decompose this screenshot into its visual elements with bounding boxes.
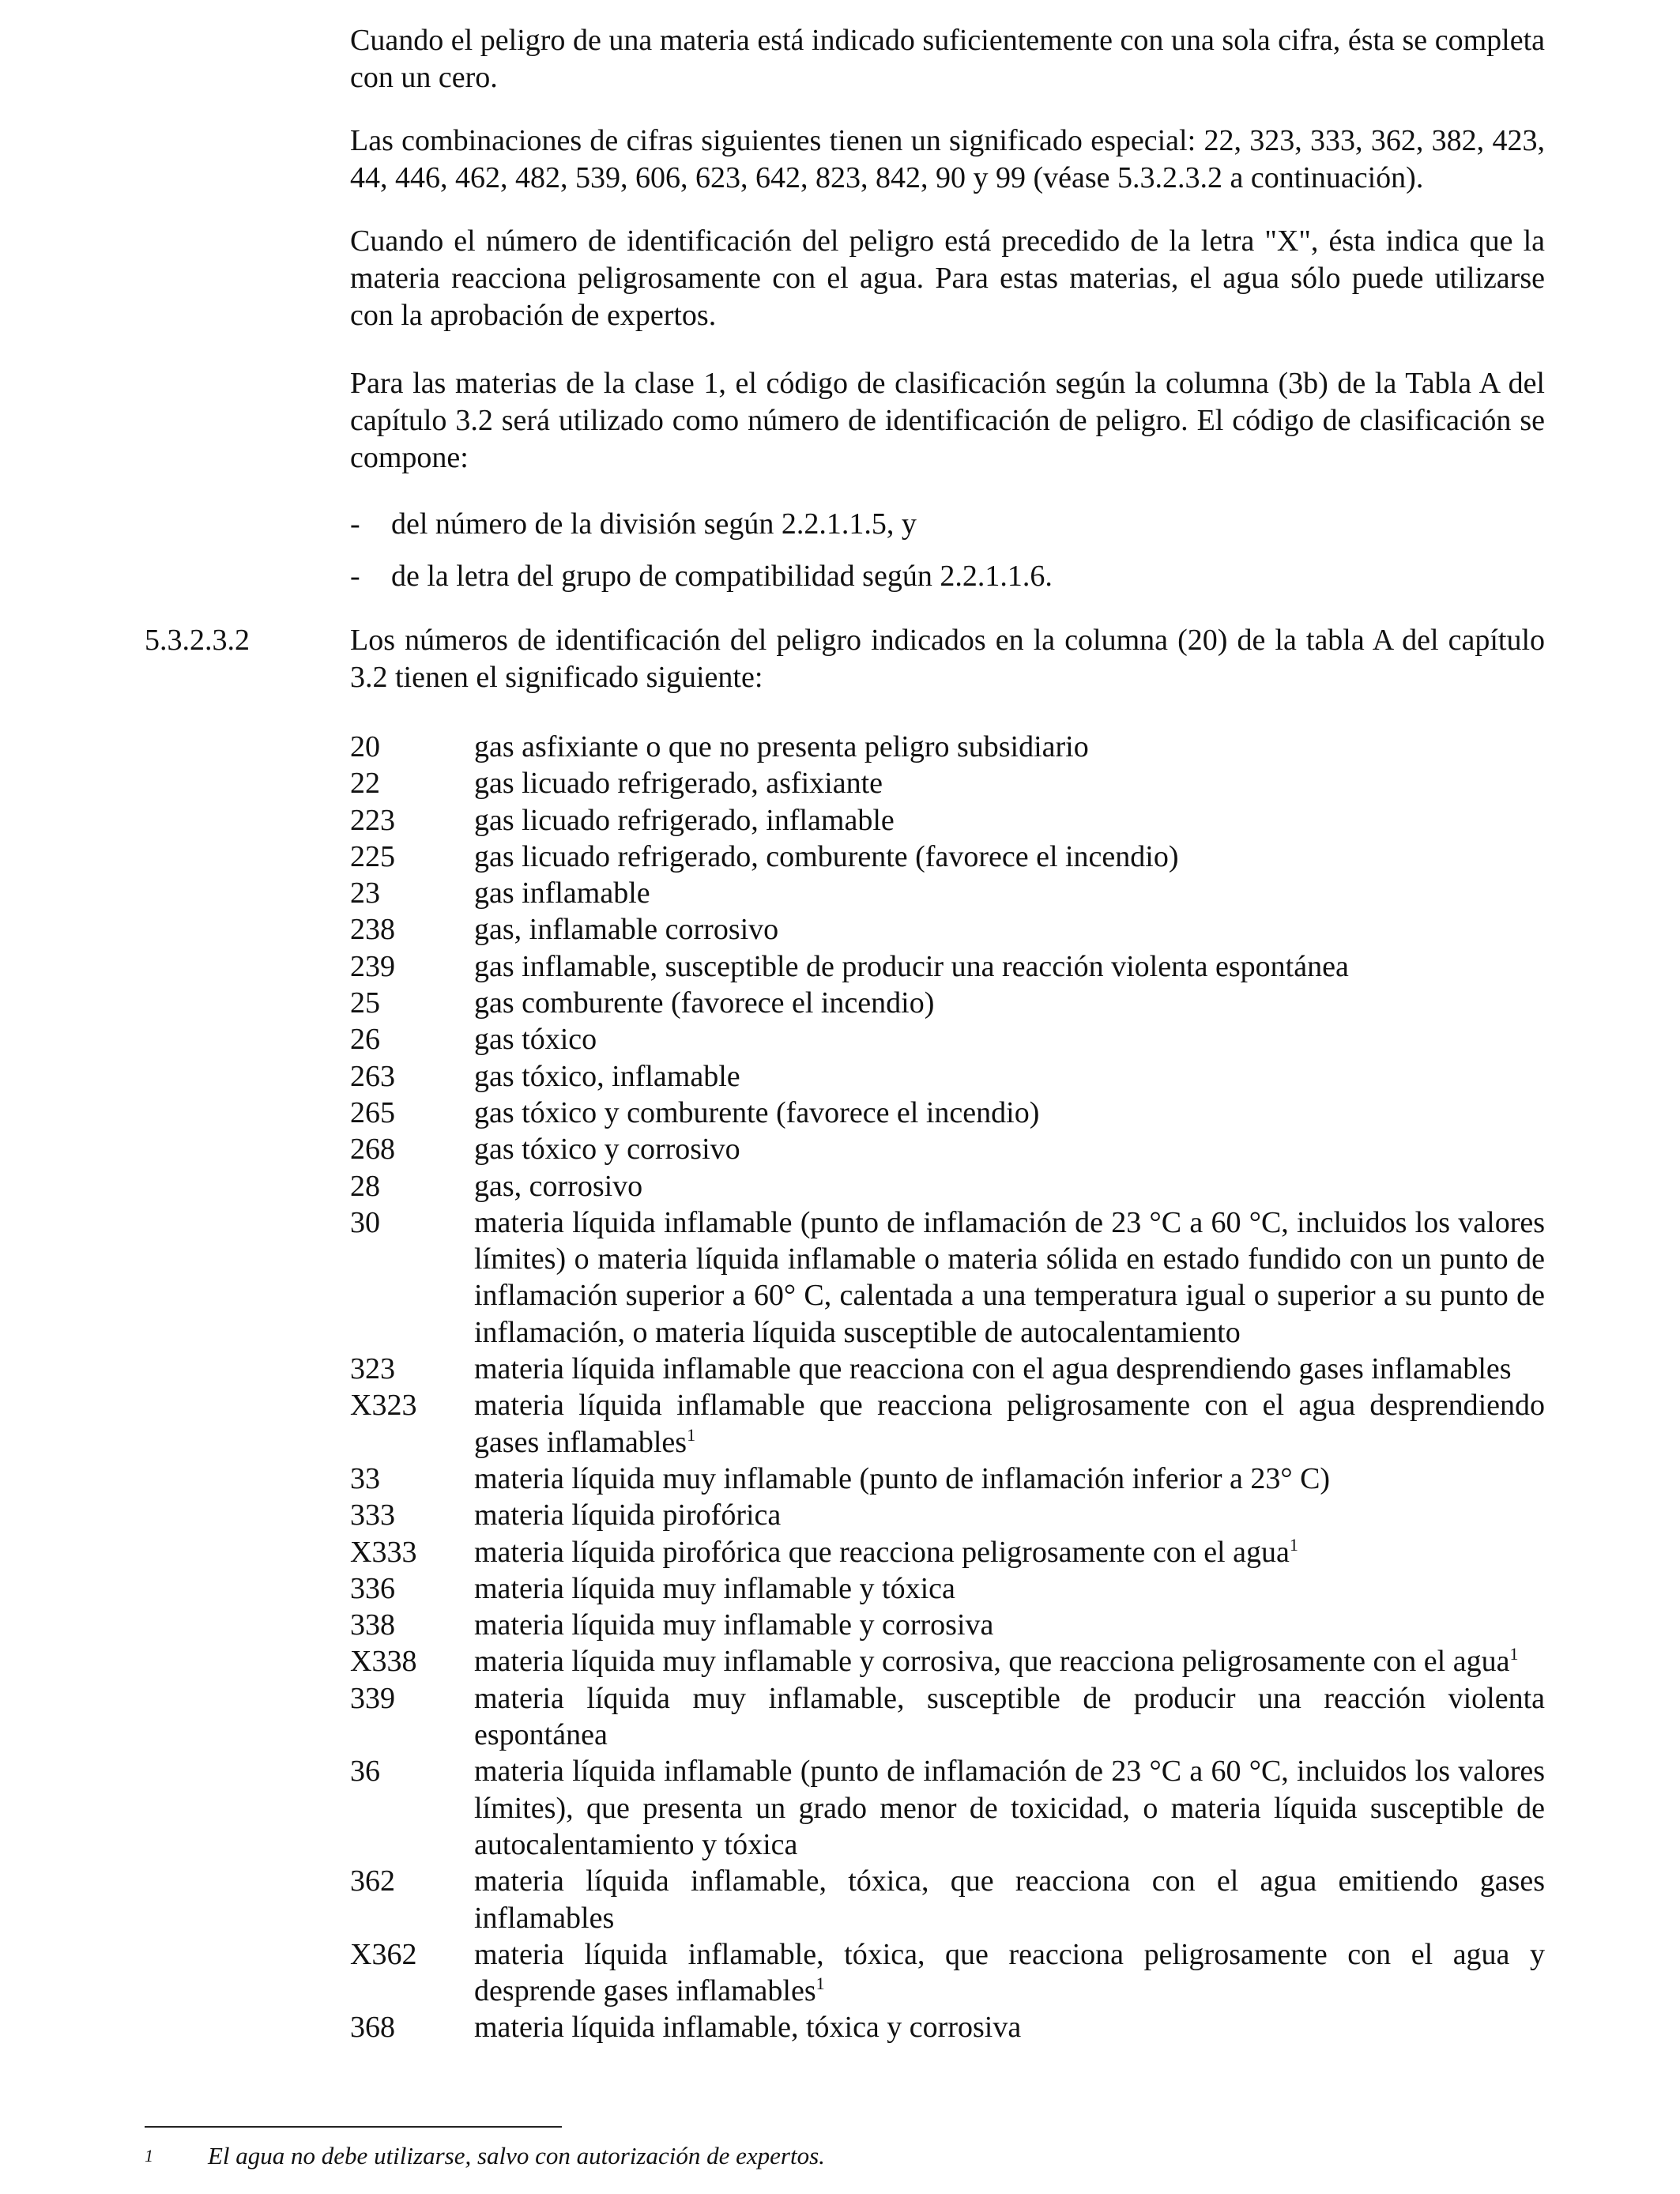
hazard-code: 30 [350,1205,380,1239]
hazard-code: 339 [350,1681,395,1715]
hazard-code-list [350,729,1545,2046]
hazard-description [474,2009,1545,2045]
hazard-description [474,1387,1545,1461]
section-number: 5.3.2.3.2 [145,624,250,657]
hazard-code-row [350,1058,1545,1095]
dash-bullet: - [350,507,360,541]
hazard-code: 25 [350,986,380,1020]
footnote-reference: 1 [1509,1644,1519,1664]
hazard-code-row [350,765,1545,801]
hazard-code: 263 [350,1059,395,1093]
hazard-code: 368 [350,2011,395,2045]
hazard-code: X333 [350,1535,417,1569]
hazard-description [474,1168,1545,1204]
hazard-description [474,1497,1545,1533]
paragraph-x-prefix: Cuando el número de identificación del peligro está precedido de la letra "X", ésta indica que la materia reacciona peligrosamente con el agua. Para estas materias, el agua sólo puede utilizarse con la aprobación de expertos. [350,224,1545,332]
hazard-description [474,911,1545,948]
hazard-description [474,1534,1545,1570]
hazard-description-text: gas asfixiante o que no presenta peligro subsidiario [474,730,1089,763]
hazard-description [474,1936,1545,2010]
hazard-code: 33 [350,1461,380,1495]
hazard-description [474,1680,1545,1754]
hazard-description-text: gas tóxico y corrosivo [474,1133,740,1167]
hazard-code: 22 [350,767,380,801]
hazard-description [474,1021,1545,1057]
hazard-description [474,1461,1545,1497]
hazard-description [474,1058,1545,1095]
hazard-description-text: materia líquida inflamable (punto de inflamación de 23 °C a 60 °C, incluidos los valores límites) o materia líquida inflamable o materia sólida en estado fundido con un punto de inflamación superior a 60° C, calentada a una temperatura igual o superior a su punto de inflamación, o materia líquida susceptible de autocalentamiento [474,1205,1545,1349]
hazard-code: 333 [350,1498,395,1532]
hazard-code: X362 [350,1937,417,1971]
hazard-code-row [350,911,1545,948]
hazard-description-text: gas, corrosivo [474,1169,643,1203]
hazard-description-text: materia líquida muy inflamable y corrosiva [474,1608,994,1642]
hazard-description-text: gas licuado refrigerado, comburente (favorece el incendio) [474,839,1179,873]
hazard-description-text: materia líquida inflamable, tóxica, que reacciona con el agua emitiendo gases inflamables [474,1864,1545,1935]
hazard-code: 20 [350,730,380,763]
hazard-description-text: materia líquida inflamable (punto de inflamación de 23 °C a 60 °C, incluidos los valores límites), que presenta un grado menor de toxicidad, o materia líquida susceptible de autocalentamiento y tóxica [474,1755,1545,1861]
list-item [350,506,917,543]
hazard-code-row [350,1680,1545,1754]
hazard-code-row [350,1534,1545,1570]
hazard-code: 26 [350,1023,380,1057]
list-item-text: del número de la división según 2.2.1.1.5, y [391,507,917,541]
hazard-description [474,1131,1545,1167]
hazard-code-row [350,948,1545,985]
hazard-code-row [350,1497,1545,1533]
hazard-code-row [350,729,1545,765]
hazard-code-row [350,839,1545,875]
hazard-description [474,1643,1545,1679]
hazard-description-text: gas comburente (favorece el incendio) [474,986,935,1020]
hazard-description [474,1351,1545,1387]
hazard-code-row [350,1351,1545,1387]
hazard-code-row [350,1204,1545,1351]
footnote [145,2140,825,2172]
paragraph-single-digit: Cuando el peligro de una materia está indicado suficientemente con una sola cifra, ésta se completa con un cero. [350,24,1545,94]
hazard-code-row [350,1607,1545,1643]
footnote-text: El agua no debe utilizarse, salvo con autorización de expertos. [208,2142,825,2169]
hazard-description-text: gas tóxico y comburente (favorece el incendio) [474,1095,1040,1129]
hazard-description-text: gas tóxico, inflamable [474,1059,740,1093]
hazard-description [474,802,1545,839]
hazard-description-text: materia líquida muy inflamable y tóxica [474,1571,955,1605]
hazard-description-text: materia líquida inflamable, tóxica, que reacciona peligrosamente con el agua y desprende gases inflamables [474,1937,1545,2008]
hazard-description [474,839,1545,875]
hazard-description [474,765,1545,801]
hazard-description [474,1753,1545,1863]
hazard-description [474,1607,1545,1643]
hazard-code-row [350,1095,1545,1131]
list-item-text: de la letra del grupo de compatibilidad según 2.2.1.1.6. [391,560,1053,593]
hazard-description [474,985,1545,1021]
hazard-code: 238 [350,913,395,947]
hazard-description [474,948,1545,985]
footnote-reference: 1 [687,1424,696,1445]
hazard-description-text: materia líquida muy inflamable, susceptible de producir una reacción violenta espontánea [474,1681,1545,1752]
hazard-code: 23 [350,876,380,910]
hazard-code-row [350,985,1545,1021]
hazard-code: 362 [350,1864,395,1898]
hazard-description-text: gas inflamable, susceptible de producir una reacción violenta espontánea [474,949,1349,983]
footnote-mark: 1 [145,2146,153,2166]
hazard-description-text: gas licuado refrigerado, inflamable [474,803,895,837]
hazard-code-row [350,1168,1545,1204]
hazard-code: X323 [350,1389,417,1423]
hazard-code: 265 [350,1095,395,1129]
dash-bullet: - [350,560,360,593]
hazard-code-row [350,1461,1545,1497]
footnote-reference: 1 [1289,1534,1298,1555]
hazard-description-text: materia líquida pirofórica que reacciona peligrosamente con el agua [474,1535,1290,1569]
hazard-description-text: gas licuado refrigerado, asfixiante [474,767,883,801]
hazard-description-text: gas tóxico [474,1023,597,1057]
paragraph-class-1: Para las materias de la clase 1, el código de clasificación según la columna (3b) de la Tabla A del capítulo 3.2 será utilizado como número de identificación de peligro. El código de clasificación se compone: [350,367,1545,474]
hazard-description-text: materia líquida muy inflamable y corrosiva, que reacciona peligrosamente con el agua [474,1645,1510,1679]
hazard-code-row [350,1387,1545,1461]
hazard-description [474,1863,1545,1936]
hazard-code-row [350,1643,1545,1679]
hazard-code: 223 [350,803,395,837]
hazard-description-text: materia líquida muy inflamable (punto de inflamación inferior a 23° C) [474,1461,1331,1495]
hazard-description [474,1095,1545,1131]
hazard-code-row [350,1753,1545,1863]
footnote-reference: 1 [816,1973,825,1994]
hazard-code-row [350,1863,1545,1936]
hazard-description-text: materia líquida inflamable, tóxica y corrosiva [474,2011,1022,2045]
hazard-code-row [350,1021,1545,1057]
hazard-code: 36 [350,1755,380,1789]
hazard-code: 268 [350,1133,395,1167]
hazard-code: 225 [350,839,395,873]
hazard-code: X338 [350,1645,417,1679]
footnote-divider [145,2126,562,2128]
hazard-description [474,1204,1545,1351]
hazard-description [474,729,1545,765]
hazard-description-text: materia líquida pirofórica [474,1498,782,1532]
hazard-description-text: gas inflamable [474,876,650,910]
hazard-code-row [350,1936,1545,2010]
hazard-code-row [350,1131,1545,1167]
list-item [350,558,1053,595]
section-intro: Los números de identificación del peligro indicados en la columna (20) de la tabla A del capítulo 3.2 tienen el significado siguiente: [350,624,1545,694]
hazard-code: 323 [350,1352,395,1386]
hazard-code: 336 [350,1571,395,1605]
hazard-code: 239 [350,949,395,983]
hazard-code-row [350,2009,1545,2045]
paragraph-special-combinations: Las combinaciones de cifras siguientes tienen un significado especial: 22, 323, 333, 362, 382, 423, 44, 446, 462, 482, 539, 606, 623, 642, 823, 842, 90 y 99 (véase 5.3.2.3.2 a continuación). [350,124,1545,194]
hazard-description-text: materia líquida inflamable que reacciona peligrosamente con el agua desprendiendo gases inflamables [474,1389,1545,1459]
hazard-description [474,875,1545,911]
hazard-code: 28 [350,1169,380,1203]
hazard-description-text: gas, inflamable corrosivo [474,913,779,947]
hazard-description-text: materia líquida inflamable que reacciona con el agua desprendiendo gases inflamables [474,1352,1512,1386]
hazard-description [474,1570,1545,1607]
hazard-code: 338 [350,1608,395,1642]
hazard-code-row [350,802,1545,839]
hazard-code-row [350,1570,1545,1607]
hazard-code-row [350,875,1545,911]
